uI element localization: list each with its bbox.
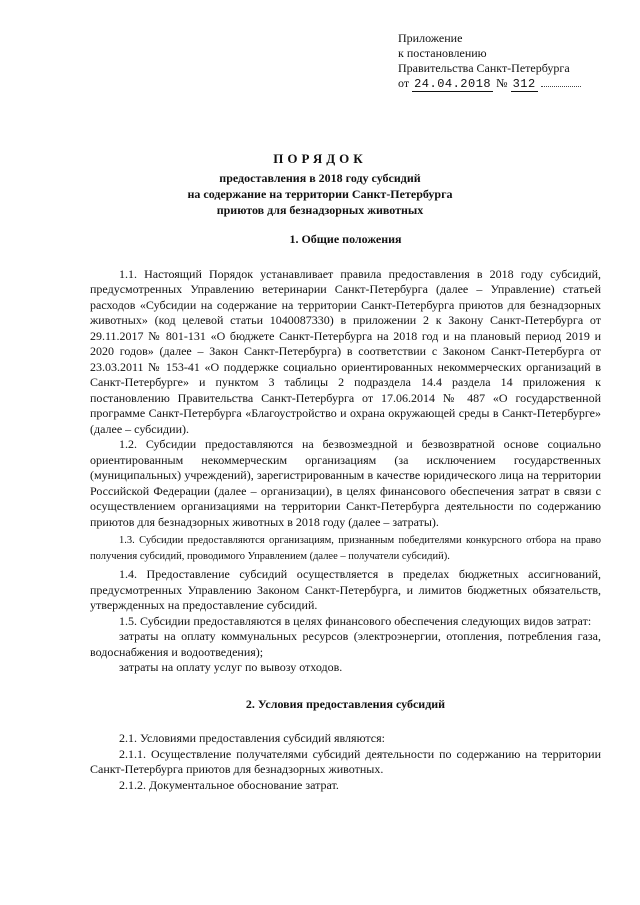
paragraph-1-5: 1.5. Субсидии предоставляются в целях финансового обеспечения следующих видов затрат:: [119, 613, 592, 628]
paragraph-1-4: 1.4. Предоставление субсидий осуществляется в пределах бюджетных ассигнований, предусмотренных Управлению Законом Санкт-Петербурга, и лимитов бюджетных обязательств, утвержденных на предоставление субсидий.: [90, 567, 601, 612]
decree-date: 24.04.2018: [414, 77, 492, 91]
paragraph-2-1-1: 2.1.1. Осуществление получателями субсидий деятельности по содержанию на территории Санкт-Петербурга приютов для безнадзорных животных.: [90, 746, 601, 776]
paragraph-2-1-2: 2.1.2. Документальное обоснование затрат.: [119, 777, 339, 792]
paragraph-2-1: 2.1. Условиями предоставления субсидий являются:: [119, 731, 385, 745]
decree-number: 312: [512, 77, 536, 91]
paragraph-1-2: 1.2. Субсидии предоставляются на безвозмездной и безвозвратной основе социально ориентированным некоммерческим организациям (за исключением государственных (муниципальных) учреждений), зарегистрированным в качестве юридического лица на территории Российской Федерации (далее – организации), в целях финансового обеспечения затрат в связи с осуществлением организациями на территории Санкт-Петербурга деятельности по содержанию приютов для безнадзорных животных в 2018 году (далее – затраты).: [90, 437, 601, 529]
section-1-heading: 1. Общие положения: [289, 232, 402, 246]
title-line-1: предоставления в 2018 году субсидий: [219, 171, 421, 185]
document-title: [120, 151, 520, 218]
number-blank-line: [541, 76, 581, 87]
section-2-heading: 2. Условия предоставления субсидий: [245, 696, 446, 711]
attachment-line-2: к постановлению: [398, 46, 487, 60]
title-line-2: на содержание на территории Санкт-Петербурга: [187, 187, 453, 201]
date-prefix: от: [398, 76, 410, 90]
paragraph-1-1: 1.1. Настоящий Порядок устанавливает правила предоставления в 2018 году субсидий, предусмотренных Управлению ветеринарии Санкт-Петербурга (далее – Управление) статьей расходов «Субсидии на содержание на территории Санкт-Петербурга приютов для безнадзорных животных» (код целевой статьи 1040087330) в приложении 2 к Закону Санкт-Петербурга от 29.11.2017 № 801-131 «О бюджете Санкт-Петербурга на 2018 год и на плановый период 2019 и 2020 годов» (далее – Закон Санкт-Петербурга) в соответствии с Законом Санкт-Петербурга от 23.03.2011 № 153-41 «О поддержке социально ориентированных некоммерческих организаций в Санкт-Петербурге» и пунктом 3 таблицы 2 подраздела 14.4 раздела 14 приложения к постановлению Правительства Санкт-Петербурга от 17.06.2014 № 487 «О государственной программе Санкт-Петербурга «Благоустройство и охрана окружающей среды в Санкт-Петербурге» (далее – субсидии).: [90, 266, 601, 436]
document-body: [90, 232, 601, 793]
paragraph-1-5-item-2: затраты на оплату услуг по вывозу отходов.: [119, 660, 343, 674]
paragraph-1-3: 1.3. Субсидии предоставляются организациям, признанным победителями конкурсного отбора на право получения субсидий, проводимого Управлением (далее – получатели субсидий).: [90, 535, 601, 562]
attachment-header: [398, 31, 608, 92]
attachment-line-1: Приложение: [398, 31, 463, 45]
paragraph-1-5-item-1: затраты на оплату коммунальных ресурсов (электроэнергии, отопления, потребления газа, водоснабжения и водоотведения);: [90, 629, 601, 659]
title-line-3: приютов для безнадзорных животных: [216, 203, 424, 217]
attachment-date-line: [398, 76, 608, 92]
title-word: ПОРЯДОК: [273, 151, 367, 166]
number-prefix: №: [496, 76, 508, 90]
attachment-line-3: Правительства Санкт-Петербурга: [398, 61, 570, 75]
